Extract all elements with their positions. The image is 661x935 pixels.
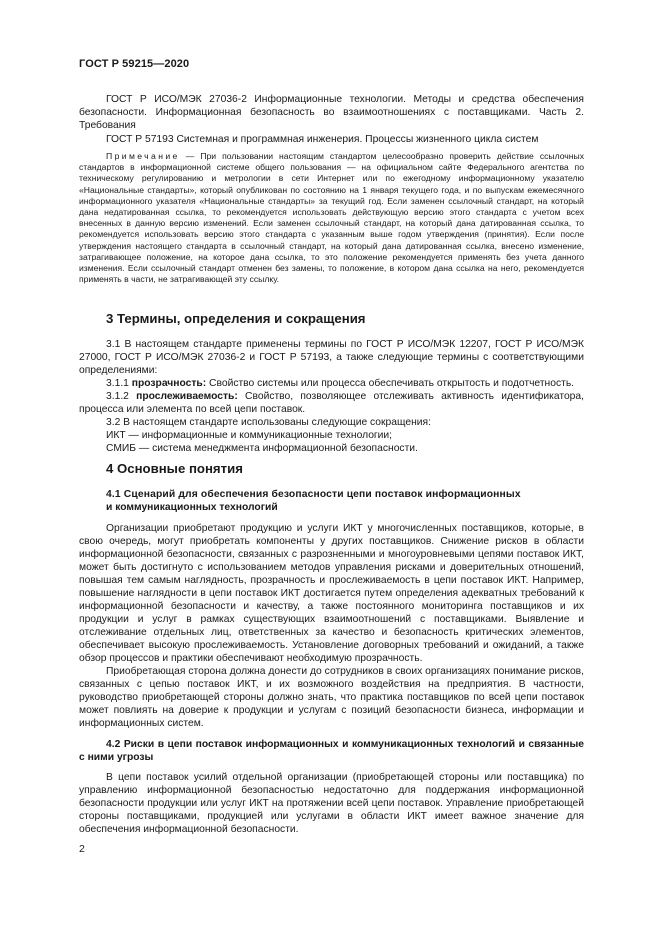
document-code-header: ГОСТ Р 59215—2020 bbox=[79, 58, 190, 70]
abbreviation-item: ИКТ — информационные и коммуникационные технологии; bbox=[106, 430, 393, 441]
clause-3-1: 3.1 В настоящем стандарте применены термины по ГОСТ Р ИСО/МЭК 12207, ГОСТ Р ИСО/МЭК 27000, ГОСТ Р ИСО/МЭК 27036-2 и ГОСТ Р 57193, а также следующие термины с соответствующими определениями: bbox=[79, 339, 584, 376]
section-4-heading: 4 Основные понятия bbox=[106, 461, 243, 476]
subsection-4-2-heading: 4.2 Риски в цепи поставок информационных и коммуникационных технологий и связанные с ними угрозы bbox=[79, 739, 584, 763]
heading-line: 4.1 Сценарий для обеспечения безопасности цепи поставок информационных bbox=[106, 489, 521, 500]
term-3-1-2 bbox=[79, 390, 584, 416]
subsection-4-1-heading bbox=[79, 488, 584, 514]
note-paragraph bbox=[79, 151, 584, 285]
reference-item: ГОСТ Р 57193 Системная и программная инженерия. Процессы жизненного цикла систем bbox=[106, 134, 539, 145]
abbreviation-item: СМИБ — система менеджмента информационной безопасности. bbox=[106, 443, 418, 454]
body-paragraph: Приобретающая сторона должна донести до сотрудников в своих организациях понимание рисков, связанных с цепью поставок ИКТ, и их возможного воздействия на предприятия. В частности, руководство приобретающей стороны должно знать, что практика поставщиков по всей цепи поставок может повлиять на доверие к продукции и услугам с позиций безопасности бизнеса, информации и информационных систем. bbox=[79, 666, 584, 729]
note-label: Примечание bbox=[106, 151, 180, 161]
section-4 bbox=[79, 461, 584, 836]
body-paragraph: В цепи поставок усилий отдельной организации (приобретающей стороны или поставщика) по управлению информационной безопасностью недостаточно для поддержания информационной безопасности продукции или услуг ИКТ на протяжении всей цепи поставок. Управление приобретающей стороны поставщиками, продукцией или услугами в области ИКТ имеет важное значение для обеспечения информационной безопасности. bbox=[79, 772, 584, 835]
term-name: прослеживаемость: bbox=[136, 391, 238, 402]
body-paragraph: Организации приобретают продукцию и услуги ИКТ у многочисленных поставщиков, которые, в свою очередь, могут приобретать компоненты у других поставщиков. Снижение рисков в области информационной безопасности, связанных с разрозненными и многоуровневыми цепями поставок ИКТ, может быть достигнуто с использованием методов управления рисками и доверительных отношений, повышая тем самым наглядность, прозрачность и прослеживаемость в цепи поставок ИКТ. Например, повышение наглядности в цепи поставок ИКТ достигается путем определения адекватных требований к информационной безопасности и качеству, а также постоянного мониторинга поставщиков и их продукции и услуг в рамках существующих взаимоотношений с поставщиками. Выявление и отслеживание отдельных лиц, ответственных за качество и безопасность критических элементов, обеспечивает высокую прослеживаемость. Установление договорных требований и ожиданий, а также обзор процессов и практики обеспечивают необходимую прозрачность. bbox=[79, 523, 584, 664]
term-3-1-1 bbox=[79, 377, 584, 390]
term-definition: Свойство, позволяющее отслеживать активность идентификатора, процесса или элемента по всей цепи поставок. bbox=[79, 391, 584, 415]
term-name: прозрачность: bbox=[131, 378, 207, 389]
normative-references bbox=[79, 93, 584, 146]
term-number: 3.1.1 bbox=[106, 378, 132, 389]
section-3-heading: 3 Термины, определения и сокращения bbox=[106, 311, 366, 326]
note-block bbox=[79, 151, 584, 285]
reference-item: ГОСТ Р ИСО/МЭК 27036-2 Информационные технологии. Методы и средства обеспечения безопасности. Информационная безопасность во взаимоотношениях с поставщиками. Часть 2. Требования bbox=[79, 94, 584, 131]
term-number: 3.1.2 bbox=[106, 391, 137, 402]
term-definition: Свойство системы или процесса обеспечивать открытость и подотчетность. bbox=[206, 378, 575, 389]
page-number: 2 bbox=[79, 843, 85, 855]
note-text: — При пользовании настоящим стандартом целесообразно проверить действие ссылочных стандартов в информационной системе общего пользования — на официальном сайте Федерального агентства по техническому регулированию и метрологии в сети Интернет или по ежегодному информационному указателю «Национальные стандарты», который опубликован по состоянию на 1 января текущего года, и по выпускам ежемесячного информационного указателя «Национальные стандарты» за текущий год. Если заменен ссылочный стандарт, на который дана недатированная ссылка, то рекомендуется использовать действующую версию этого стандарта с учетом всех внесенных в данную версию изменений. Если заменен ссылочный стандарт, на который дана датированная ссылка, то рекомендуется использовать версию этого стандарта с указанным выше годом утверждения (принятия). Если после утверждения настоящего стандарта в ссылочный стандарт, на который дана датированная ссылка, внесено изменение, затрагивающее положение, на которое дана ссылка, то это положение рекомендуется применять без учета данного изменения. Если ссылочный стандарт отменен без замены, то положение, в котором дана ссылка на него, рекомендуется применять в части, не затрагивающей эту ссылку. bbox=[79, 151, 584, 285]
heading-line: и коммуникационных технологий bbox=[106, 502, 278, 513]
clause-3-2: 3.2 В настоящем стандарте использованы следующие сокращения: bbox=[106, 417, 431, 428]
section-3 bbox=[79, 311, 584, 455]
